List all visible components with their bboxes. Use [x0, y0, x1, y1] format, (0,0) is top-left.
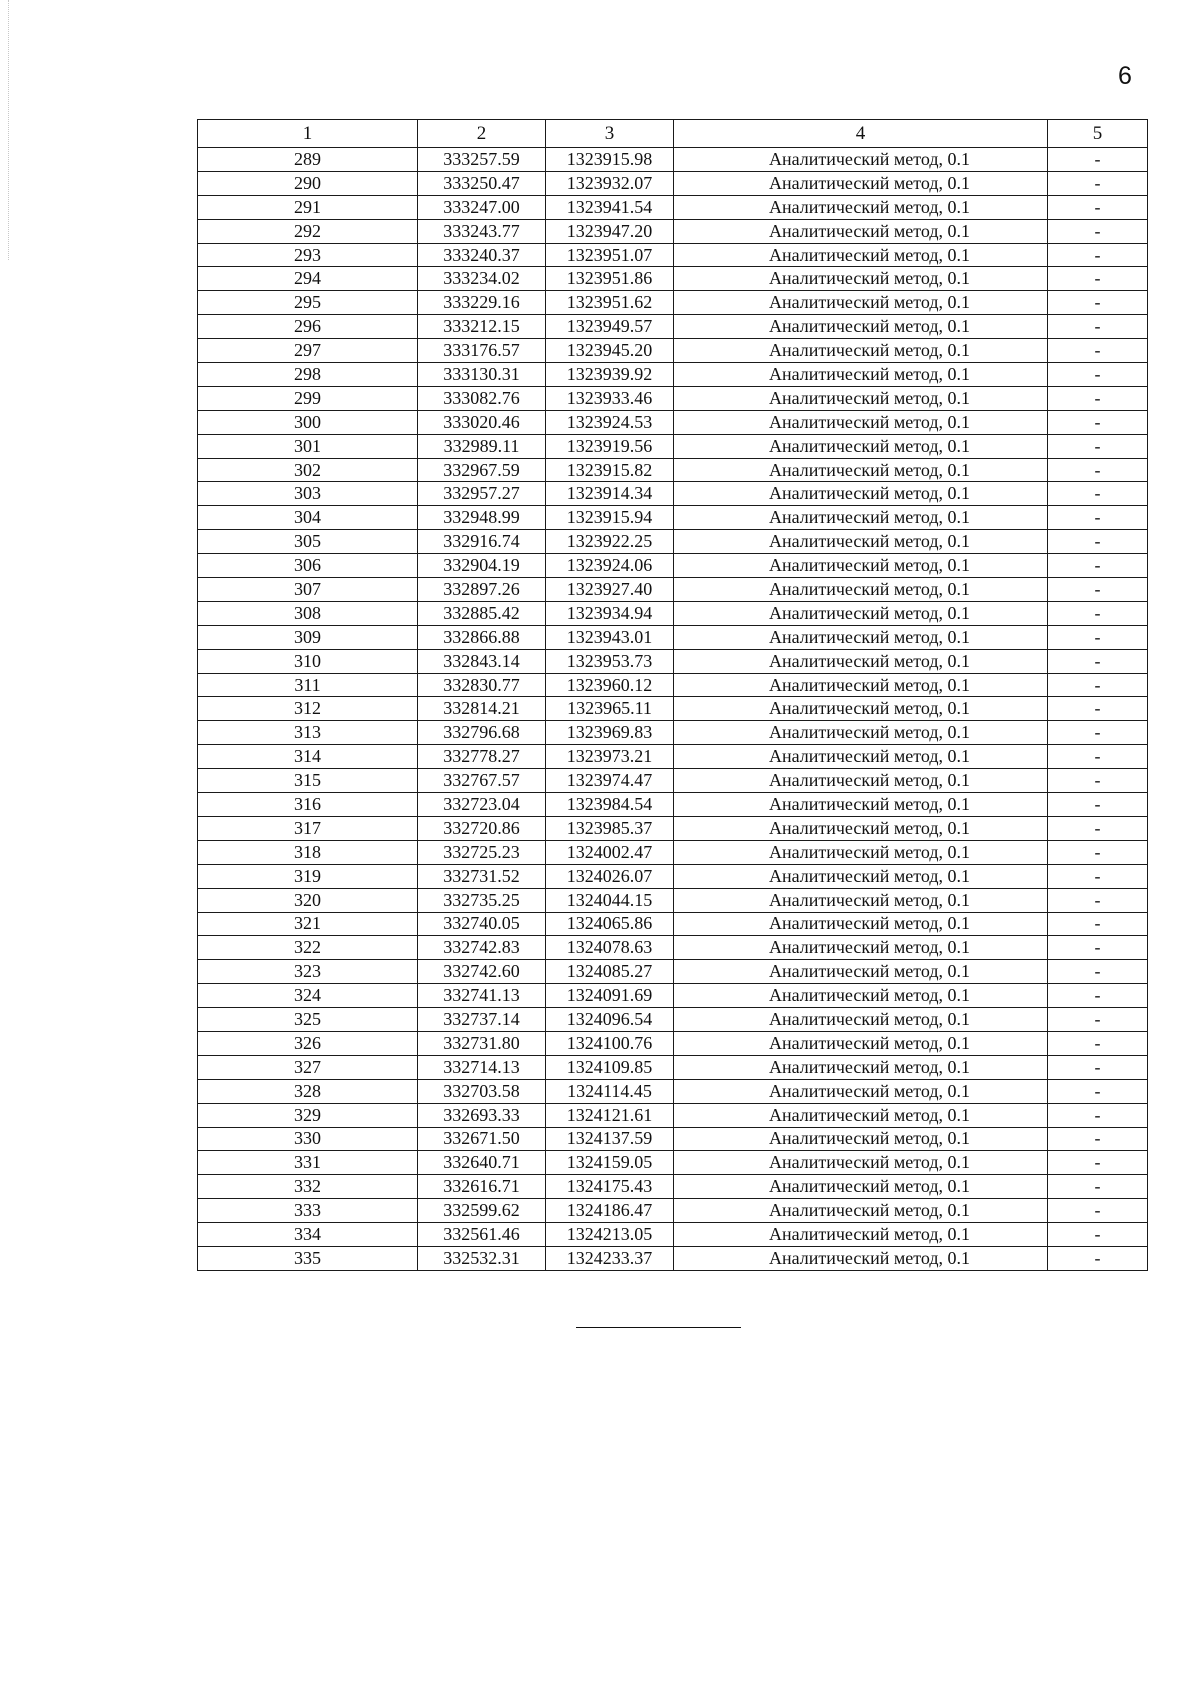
method-cell: Аналитический метод, 0.1: [674, 816, 1048, 840]
y-coordinate-cell: 1323985.37: [546, 816, 674, 840]
y-coordinate-cell: 1323934.94: [546, 601, 674, 625]
table-row: [198, 195, 1148, 219]
table-row: [198, 601, 1148, 625]
point-number-cell: 291: [198, 195, 418, 219]
y-coordinate-cell: 1324065.86: [546, 912, 674, 936]
point-number-cell: 295: [198, 291, 418, 315]
y-coordinate-cell: 1324137.59: [546, 1127, 674, 1151]
extra-cell: -: [1048, 458, 1148, 482]
point-number-cell: 315: [198, 769, 418, 793]
y-coordinate-cell: 1324078.63: [546, 936, 674, 960]
y-coordinate-cell: 1324085.27: [546, 960, 674, 984]
coordinates-table: [197, 119, 1148, 1271]
table-row: [198, 912, 1148, 936]
x-coordinate-cell: 332714.13: [418, 1055, 546, 1079]
y-coordinate-cell: 1323953.73: [546, 649, 674, 673]
x-coordinate-cell: 332671.50: [418, 1127, 546, 1151]
extra-cell: -: [1048, 1103, 1148, 1127]
x-coordinate-cell: 332957.27: [418, 482, 546, 506]
table-row: [198, 219, 1148, 243]
method-cell: Аналитический метод, 0.1: [674, 219, 1048, 243]
x-coordinate-cell: 332616.71: [418, 1175, 546, 1199]
x-coordinate-cell: 332742.83: [418, 936, 546, 960]
table-row: [198, 1031, 1148, 1055]
point-number-cell: 301: [198, 434, 418, 458]
x-coordinate-cell: 332723.04: [418, 793, 546, 817]
y-coordinate-cell: 1323924.06: [546, 554, 674, 578]
method-cell: Аналитический метод, 0.1: [674, 386, 1048, 410]
x-coordinate-cell: 332885.42: [418, 601, 546, 625]
method-cell: Аналитический метод, 0.1: [674, 434, 1048, 458]
x-coordinate-cell: 333243.77: [418, 219, 546, 243]
extra-cell: -: [1048, 793, 1148, 817]
point-number-cell: 332: [198, 1175, 418, 1199]
table-row: [198, 625, 1148, 649]
point-number-cell: 304: [198, 506, 418, 530]
y-coordinate-cell: 1324100.76: [546, 1031, 674, 1055]
point-number-cell: 323: [198, 960, 418, 984]
y-coordinate-cell: 1323924.53: [546, 410, 674, 434]
header-col-3: 3: [546, 120, 674, 148]
method-cell: Аналитический метод, 0.1: [674, 1151, 1048, 1175]
extra-cell: -: [1048, 1079, 1148, 1103]
extra-cell: -: [1048, 386, 1148, 410]
table-row: [198, 458, 1148, 482]
method-cell: Аналитический метод, 0.1: [674, 291, 1048, 315]
extra-cell: -: [1048, 816, 1148, 840]
table-row: [198, 984, 1148, 1008]
method-cell: Аналитический метод, 0.1: [674, 793, 1048, 817]
point-number-cell: 302: [198, 458, 418, 482]
x-coordinate-cell: 332640.71: [418, 1151, 546, 1175]
x-coordinate-cell: 332731.52: [418, 864, 546, 888]
point-number-cell: 326: [198, 1031, 418, 1055]
method-cell: Аналитический метод, 0.1: [674, 339, 1048, 363]
table-row: [198, 745, 1148, 769]
x-coordinate-cell: 332904.19: [418, 554, 546, 578]
extra-cell: -: [1048, 1199, 1148, 1223]
y-coordinate-cell: 1323951.62: [546, 291, 674, 315]
x-coordinate-cell: 332703.58: [418, 1079, 546, 1103]
table-row: [198, 1079, 1148, 1103]
table-row: [198, 315, 1148, 339]
table-row: [198, 960, 1148, 984]
method-cell: Аналитический метод, 0.1: [674, 530, 1048, 554]
extra-cell: -: [1048, 315, 1148, 339]
method-cell: Аналитический метод, 0.1: [674, 1055, 1048, 1079]
y-coordinate-cell: 1323951.07: [546, 243, 674, 267]
x-coordinate-cell: 333176.57: [418, 339, 546, 363]
point-number-cell: 299: [198, 386, 418, 410]
x-coordinate-cell: 333250.47: [418, 171, 546, 195]
y-coordinate-cell: 1323922.25: [546, 530, 674, 554]
point-number-cell: 298: [198, 363, 418, 387]
extra-cell: -: [1048, 649, 1148, 673]
point-number-cell: 317: [198, 816, 418, 840]
table-row: [198, 363, 1148, 387]
method-cell: Аналитический метод, 0.1: [674, 1031, 1048, 1055]
page-number: 6: [1118, 62, 1132, 90]
method-cell: Аналитический метод, 0.1: [674, 1246, 1048, 1270]
extra-cell: -: [1048, 267, 1148, 291]
method-cell: Аналитический метод, 0.1: [674, 1079, 1048, 1103]
extra-cell: -: [1048, 339, 1148, 363]
y-coordinate-cell: 1323960.12: [546, 673, 674, 697]
y-coordinate-cell: 1323927.40: [546, 578, 674, 602]
x-coordinate-cell: 332742.60: [418, 960, 546, 984]
table-row: [198, 864, 1148, 888]
table-row: [198, 1055, 1148, 1079]
x-coordinate-cell: 332735.25: [418, 888, 546, 912]
table-body: [198, 148, 1148, 1271]
extra-cell: -: [1048, 482, 1148, 506]
x-coordinate-cell: 333240.37: [418, 243, 546, 267]
point-number-cell: 300: [198, 410, 418, 434]
point-number-cell: 335: [198, 1246, 418, 1270]
y-coordinate-cell: 1323932.07: [546, 171, 674, 195]
point-number-cell: 289: [198, 148, 418, 172]
method-cell: Аналитический метод, 0.1: [674, 912, 1048, 936]
method-cell: Аналитический метод, 0.1: [674, 721, 1048, 745]
method-cell: Аналитический метод, 0.1: [674, 267, 1048, 291]
method-cell: Аналитический метод, 0.1: [674, 936, 1048, 960]
extra-cell: -: [1048, 219, 1148, 243]
y-coordinate-cell: 1323984.54: [546, 793, 674, 817]
point-number-cell: 292: [198, 219, 418, 243]
x-coordinate-cell: 333234.02: [418, 267, 546, 291]
x-coordinate-cell: 333257.59: [418, 148, 546, 172]
x-coordinate-cell: 332532.31: [418, 1246, 546, 1270]
method-cell: Аналитический метод, 0.1: [674, 888, 1048, 912]
table-row: [198, 649, 1148, 673]
y-coordinate-cell: 1323943.01: [546, 625, 674, 649]
extra-cell: -: [1048, 148, 1148, 172]
point-number-cell: 316: [198, 793, 418, 817]
x-coordinate-cell: 333247.00: [418, 195, 546, 219]
method-cell: Аналитический метод, 0.1: [674, 554, 1048, 578]
table-row: [198, 267, 1148, 291]
x-coordinate-cell: 332897.26: [418, 578, 546, 602]
y-coordinate-cell: 1324026.07: [546, 864, 674, 888]
extra-cell: -: [1048, 291, 1148, 315]
extra-cell: -: [1048, 936, 1148, 960]
table-header-row: [198, 120, 1148, 148]
y-coordinate-cell: 1323919.56: [546, 434, 674, 458]
table-row: [198, 1103, 1148, 1127]
y-coordinate-cell: 1323915.82: [546, 458, 674, 482]
point-number-cell: 293: [198, 243, 418, 267]
table-row: [198, 1175, 1148, 1199]
extra-cell: -: [1048, 1246, 1148, 1270]
extra-cell: -: [1048, 864, 1148, 888]
x-coordinate-cell: 332916.74: [418, 530, 546, 554]
extra-cell: -: [1048, 363, 1148, 387]
closing-rule: [576, 1327, 741, 1328]
table-row: [198, 1127, 1148, 1151]
extra-cell: -: [1048, 745, 1148, 769]
method-cell: Аналитический метод, 0.1: [674, 769, 1048, 793]
point-number-cell: 330: [198, 1127, 418, 1151]
method-cell: Аналитический метод, 0.1: [674, 482, 1048, 506]
method-cell: Аналитический метод, 0.1: [674, 458, 1048, 482]
method-cell: Аналитический метод, 0.1: [674, 1199, 1048, 1223]
point-number-cell: 328: [198, 1079, 418, 1103]
table-row: [198, 243, 1148, 267]
scan-edge-mark: [8, 0, 9, 260]
x-coordinate-cell: 332731.80: [418, 1031, 546, 1055]
y-coordinate-cell: 1324186.47: [546, 1199, 674, 1223]
x-coordinate-cell: 332767.57: [418, 769, 546, 793]
y-coordinate-cell: 1324159.05: [546, 1151, 674, 1175]
y-coordinate-cell: 1323914.34: [546, 482, 674, 506]
table-row: [198, 721, 1148, 745]
extra-cell: -: [1048, 1151, 1148, 1175]
x-coordinate-cell: 332989.11: [418, 434, 546, 458]
table-row: [198, 888, 1148, 912]
x-coordinate-cell: 333020.46: [418, 410, 546, 434]
extra-cell: -: [1048, 697, 1148, 721]
point-number-cell: 334: [198, 1223, 418, 1247]
y-coordinate-cell: 1323965.11: [546, 697, 674, 721]
extra-cell: -: [1048, 1175, 1148, 1199]
point-number-cell: 329: [198, 1103, 418, 1127]
point-number-cell: 310: [198, 649, 418, 673]
y-coordinate-cell: 1324091.69: [546, 984, 674, 1008]
point-number-cell: 320: [198, 888, 418, 912]
extra-cell: -: [1048, 1031, 1148, 1055]
x-coordinate-cell: 332720.86: [418, 816, 546, 840]
method-cell: Аналитический метод, 0.1: [674, 410, 1048, 434]
method-cell: Аналитический метод, 0.1: [674, 578, 1048, 602]
method-cell: Аналитический метод, 0.1: [674, 697, 1048, 721]
method-cell: Аналитический метод, 0.1: [674, 243, 1048, 267]
table-row: [198, 410, 1148, 434]
table-row: [198, 936, 1148, 960]
coordinates-table-container: [197, 119, 1147, 1271]
x-coordinate-cell: 332830.77: [418, 673, 546, 697]
method-cell: Аналитический метод, 0.1: [674, 195, 1048, 219]
method-cell: Аналитический метод, 0.1: [674, 960, 1048, 984]
x-coordinate-cell: 332725.23: [418, 840, 546, 864]
y-coordinate-cell: 1324044.15: [546, 888, 674, 912]
extra-cell: -: [1048, 195, 1148, 219]
method-cell: Аналитический метод, 0.1: [674, 673, 1048, 697]
header-col-2: 2: [418, 120, 546, 148]
table-row: [198, 816, 1148, 840]
x-coordinate-cell: 333229.16: [418, 291, 546, 315]
point-number-cell: 309: [198, 625, 418, 649]
table-row: [198, 1151, 1148, 1175]
y-coordinate-cell: 1324175.43: [546, 1175, 674, 1199]
x-coordinate-cell: 332737.14: [418, 1008, 546, 1032]
method-cell: Аналитический метод, 0.1: [674, 315, 1048, 339]
table-row: [198, 1223, 1148, 1247]
table-row: [198, 291, 1148, 315]
extra-cell: -: [1048, 410, 1148, 434]
extra-cell: -: [1048, 506, 1148, 530]
table-row: [198, 482, 1148, 506]
extra-cell: -: [1048, 888, 1148, 912]
method-cell: Аналитический метод, 0.1: [674, 1103, 1048, 1127]
point-number-cell: 322: [198, 936, 418, 960]
y-coordinate-cell: 1323974.47: [546, 769, 674, 793]
x-coordinate-cell: 332740.05: [418, 912, 546, 936]
table-row: [198, 1246, 1148, 1270]
extra-cell: -: [1048, 840, 1148, 864]
table-row: [198, 171, 1148, 195]
extra-cell: -: [1048, 673, 1148, 697]
table-row: [198, 673, 1148, 697]
point-number-cell: 297: [198, 339, 418, 363]
table-row: [198, 434, 1148, 458]
table-row: [198, 1199, 1148, 1223]
y-coordinate-cell: 1323947.20: [546, 219, 674, 243]
x-coordinate-cell: 332843.14: [418, 649, 546, 673]
extra-cell: -: [1048, 960, 1148, 984]
y-coordinate-cell: 1324213.05: [546, 1223, 674, 1247]
table-row: [198, 793, 1148, 817]
method-cell: Аналитический метод, 0.1: [674, 840, 1048, 864]
table-row: [198, 769, 1148, 793]
x-coordinate-cell: 332778.27: [418, 745, 546, 769]
table-row: [198, 1008, 1148, 1032]
point-number-cell: 321: [198, 912, 418, 936]
y-coordinate-cell: 1323949.57: [546, 315, 674, 339]
x-coordinate-cell: 332967.59: [418, 458, 546, 482]
method-cell: Аналитический метод, 0.1: [674, 984, 1048, 1008]
point-number-cell: 290: [198, 171, 418, 195]
point-number-cell: 319: [198, 864, 418, 888]
extra-cell: -: [1048, 434, 1148, 458]
extra-cell: -: [1048, 912, 1148, 936]
point-number-cell: 306: [198, 554, 418, 578]
point-number-cell: 331: [198, 1151, 418, 1175]
y-coordinate-cell: 1323969.83: [546, 721, 674, 745]
y-coordinate-cell: 1324096.54: [546, 1008, 674, 1032]
y-coordinate-cell: 1323941.54: [546, 195, 674, 219]
x-coordinate-cell: 332814.21: [418, 697, 546, 721]
y-coordinate-cell: 1323973.21: [546, 745, 674, 769]
x-coordinate-cell: 333212.15: [418, 315, 546, 339]
extra-cell: -: [1048, 625, 1148, 649]
x-coordinate-cell: 332693.33: [418, 1103, 546, 1127]
method-cell: Аналитический метод, 0.1: [674, 1223, 1048, 1247]
x-coordinate-cell: 332561.46: [418, 1223, 546, 1247]
x-coordinate-cell: 332796.68: [418, 721, 546, 745]
y-coordinate-cell: 1324121.61: [546, 1103, 674, 1127]
y-coordinate-cell: 1323915.98: [546, 148, 674, 172]
method-cell: Аналитический метод, 0.1: [674, 601, 1048, 625]
table-row: [198, 530, 1148, 554]
point-number-cell: 314: [198, 745, 418, 769]
extra-cell: -: [1048, 554, 1148, 578]
table-row: [198, 578, 1148, 602]
point-number-cell: 324: [198, 984, 418, 1008]
y-coordinate-cell: 1323951.86: [546, 267, 674, 291]
point-number-cell: 294: [198, 267, 418, 291]
method-cell: Аналитический метод, 0.1: [674, 864, 1048, 888]
method-cell: Аналитический метод, 0.1: [674, 1008, 1048, 1032]
y-coordinate-cell: 1323939.92: [546, 363, 674, 387]
method-cell: Аналитический метод, 0.1: [674, 506, 1048, 530]
extra-cell: -: [1048, 171, 1148, 195]
extra-cell: -: [1048, 1055, 1148, 1079]
method-cell: Аналитический метод, 0.1: [674, 649, 1048, 673]
header-col-5: 5: [1048, 120, 1148, 148]
point-number-cell: 333: [198, 1199, 418, 1223]
point-number-cell: 311: [198, 673, 418, 697]
y-coordinate-cell: 1323933.46: [546, 386, 674, 410]
method-cell: Аналитический метод, 0.1: [674, 1127, 1048, 1151]
extra-cell: -: [1048, 984, 1148, 1008]
point-number-cell: 307: [198, 578, 418, 602]
table-row: [198, 840, 1148, 864]
table-row: [198, 339, 1148, 363]
extra-cell: -: [1048, 769, 1148, 793]
extra-cell: -: [1048, 1127, 1148, 1151]
y-coordinate-cell: 1324002.47: [546, 840, 674, 864]
y-coordinate-cell: 1323915.94: [546, 506, 674, 530]
x-coordinate-cell: 332948.99: [418, 506, 546, 530]
table-row: [198, 506, 1148, 530]
extra-cell: -: [1048, 721, 1148, 745]
method-cell: Аналитический метод, 0.1: [674, 1175, 1048, 1199]
table-row: [198, 386, 1148, 410]
y-coordinate-cell: 1323945.20: [546, 339, 674, 363]
y-coordinate-cell: 1324114.45: [546, 1079, 674, 1103]
method-cell: Аналитический метод, 0.1: [674, 171, 1048, 195]
method-cell: Аналитический метод, 0.1: [674, 363, 1048, 387]
method-cell: Аналитический метод, 0.1: [674, 745, 1048, 769]
point-number-cell: 325: [198, 1008, 418, 1032]
extra-cell: -: [1048, 601, 1148, 625]
point-number-cell: 327: [198, 1055, 418, 1079]
point-number-cell: 305: [198, 530, 418, 554]
point-number-cell: 318: [198, 840, 418, 864]
y-coordinate-cell: 1324109.85: [546, 1055, 674, 1079]
extra-cell: -: [1048, 578, 1148, 602]
point-number-cell: 296: [198, 315, 418, 339]
header-col-1: 1: [198, 120, 418, 148]
table-row: [198, 697, 1148, 721]
y-coordinate-cell: 1324233.37: [546, 1246, 674, 1270]
method-cell: Аналитический метод, 0.1: [674, 625, 1048, 649]
table-row: [198, 148, 1148, 172]
method-cell: Аналитический метод, 0.1: [674, 148, 1048, 172]
extra-cell: -: [1048, 243, 1148, 267]
extra-cell: -: [1048, 1223, 1148, 1247]
point-number-cell: 313: [198, 721, 418, 745]
x-coordinate-cell: 333082.76: [418, 386, 546, 410]
extra-cell: -: [1048, 1008, 1148, 1032]
x-coordinate-cell: 332866.88: [418, 625, 546, 649]
extra-cell: -: [1048, 530, 1148, 554]
x-coordinate-cell: 332599.62: [418, 1199, 546, 1223]
x-coordinate-cell: 332741.13: [418, 984, 546, 1008]
header-col-4: 4: [674, 120, 1048, 148]
point-number-cell: 308: [198, 601, 418, 625]
point-number-cell: 303: [198, 482, 418, 506]
point-number-cell: 312: [198, 697, 418, 721]
x-coordinate-cell: 333130.31: [418, 363, 546, 387]
table-row: [198, 554, 1148, 578]
